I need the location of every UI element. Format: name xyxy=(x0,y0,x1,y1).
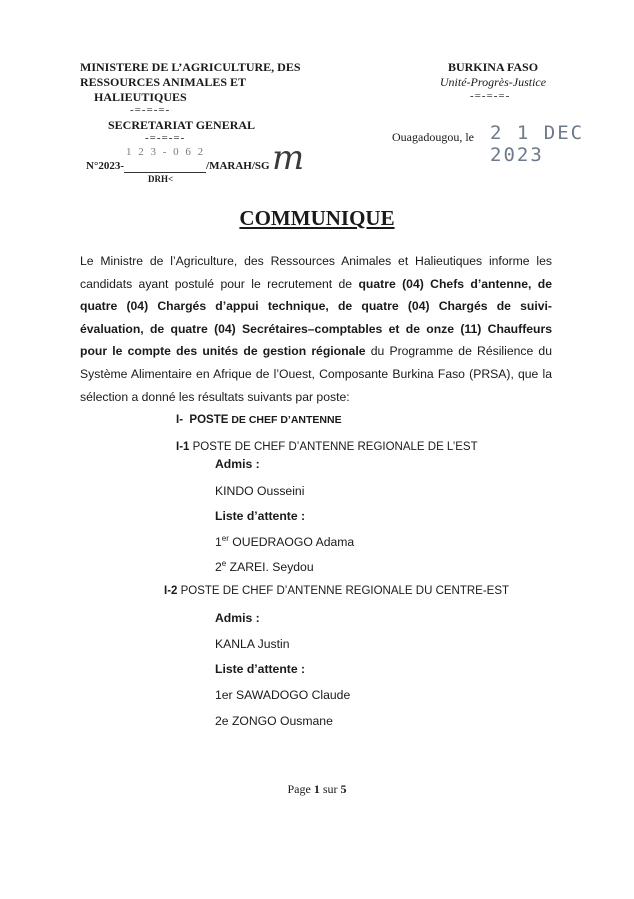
handwritten-initial: m xyxy=(272,138,305,178)
country-name: BURKINA FASO xyxy=(447,60,539,74)
reference-number xyxy=(86,146,270,173)
waitlist-label: Liste d’attente : xyxy=(215,662,306,676)
document-title: COMMUNIQUE xyxy=(239,206,395,230)
ministry-name xyxy=(80,60,340,105)
intro-text-2: du Programme de Résilience du Système Alimentaire en Afrique de l’Ouest, Composante Burkina Faso (PRSA), que la sélection a donné les résultats suivants par poste: xyxy=(80,344,552,404)
subsection-heading xyxy=(164,585,509,597)
section-heading xyxy=(176,414,342,426)
separator: -=-=-=- xyxy=(130,104,171,116)
subsection-number: I-2 xyxy=(164,585,178,597)
subsection-number: I-1 xyxy=(176,441,190,453)
waitlist-name: ZAREI. Seydou xyxy=(226,560,314,575)
ministry-line-2: RESSOURCES ANIMALES ET xyxy=(80,75,247,89)
ministry-line-3: HALIEUTIQUES xyxy=(94,90,187,104)
ref-handwritten: 1 2 3 - 0 6 2 xyxy=(126,146,206,158)
waitlist-candidate: 1er SAWADOGO Claude xyxy=(215,688,351,702)
admis-label: Admis : xyxy=(215,611,260,625)
page-total: 5 xyxy=(340,782,347,796)
waitlist-rank-suffix: er xyxy=(221,534,229,543)
intro-bold-positions: quatre (04) Chefs d’antenne, de quatre (04) Chargés d’appui technique, de quatre (04) Chargés de suivi-évaluation, de quatre (04) Secrétaires–comptables et de onze (11) Chauffeurs pour le compte des unités de gestion régionale xyxy=(80,276,552,359)
ministry-line-1: MINISTERE DE L’AGRICULTURE, DES xyxy=(80,60,301,74)
waitlist-rank: 1 xyxy=(215,535,222,550)
subsection-title: POSTE DE CHEF D’ANTENNE REGIONALE DU CENTRE-EST xyxy=(177,585,510,597)
ref-service: DRH< xyxy=(148,174,174,184)
waitlist-label: Liste d’attente : xyxy=(215,509,306,523)
intro-text-1: Le Ministre de l’Agriculture, des Ressources Animales et Halieutiques informe les candidats ayant postulé pour le recrutement de xyxy=(80,254,552,291)
page-number xyxy=(0,782,634,797)
intro-paragraph xyxy=(80,250,552,408)
waitlist-candidate xyxy=(215,534,354,549)
separator: -=-=-=- xyxy=(470,90,511,102)
waitlist-rank-suffix: e xyxy=(221,559,227,568)
separator: -=-=-=- xyxy=(145,132,186,144)
waitlist-name: OUEDRAOGO Adama xyxy=(228,535,355,550)
secretariat-general: SECRETARIAT GENERAL xyxy=(108,118,256,132)
place-date-label: Ouagadougou, le xyxy=(392,130,474,144)
ref-blank xyxy=(124,146,206,173)
waitlist-candidate: 2e ZONGO Ousmane xyxy=(215,714,333,728)
ref-prefix: N°2023- xyxy=(86,160,125,172)
section-number: I- xyxy=(176,414,184,426)
national-motto: Unité-Progrès-Justice xyxy=(439,75,547,89)
ref-suffix: /MARAH/SG xyxy=(206,160,270,172)
admitted-candidate: KINDO Ousseini xyxy=(215,484,305,498)
section-title-a: POSTE xyxy=(189,414,229,426)
waitlist-candidate xyxy=(215,559,314,574)
page-of: sur xyxy=(319,782,341,796)
date-stamp: 2 1 DEC 2023 xyxy=(490,122,585,166)
subsection-heading xyxy=(176,441,478,453)
admitted-candidate: KANLA Justin xyxy=(215,637,290,651)
section-title-b: DE CHEF D’ANTENNE xyxy=(228,414,342,426)
admis-label: Admis : xyxy=(215,457,260,471)
subsection-title: POSTE DE CHEF D’ANTENNE REGIONALE DE L’EST xyxy=(189,441,478,453)
page-current: 1 xyxy=(313,782,320,796)
page-label: Page xyxy=(287,782,314,796)
waitlist-rank: 2 xyxy=(215,560,222,575)
